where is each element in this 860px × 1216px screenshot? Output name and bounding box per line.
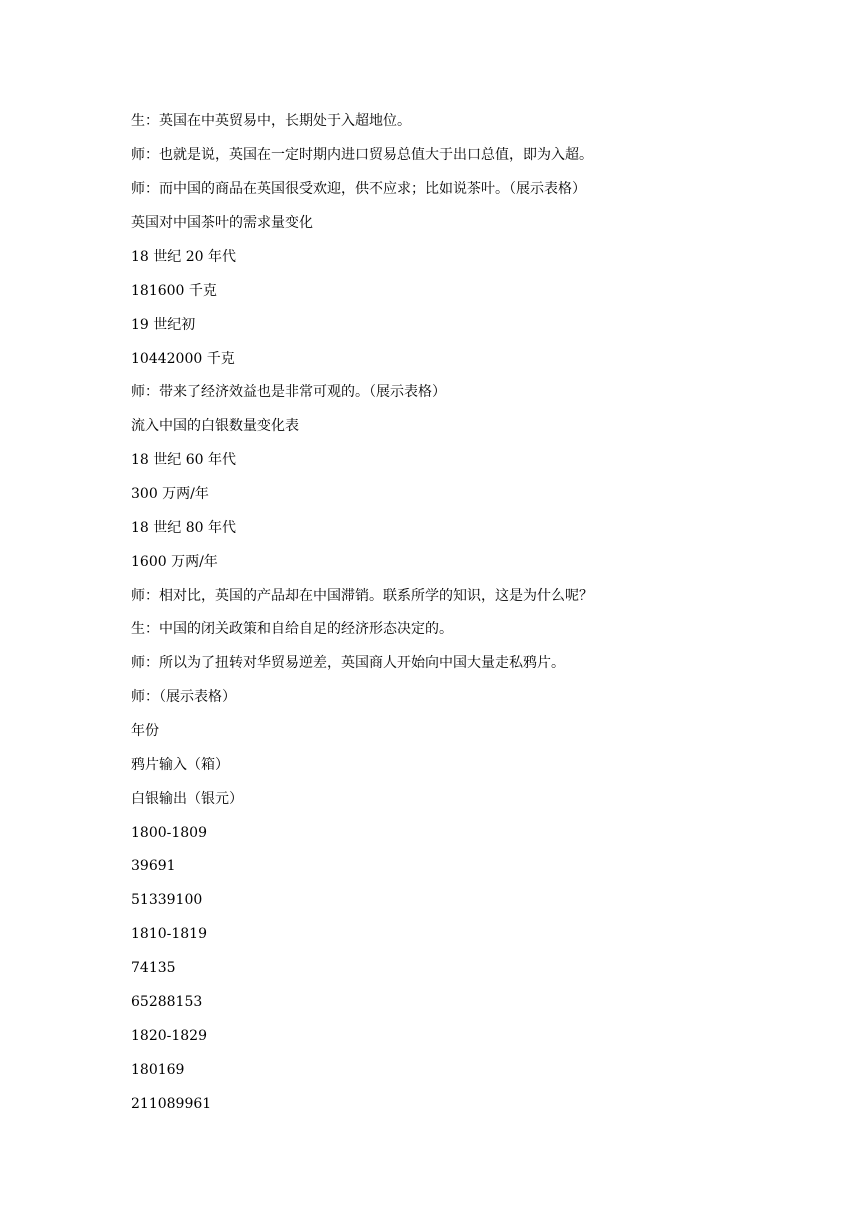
table-cell-period: 18 世纪 60 年代	[131, 452, 236, 468]
table-cell-value: 181600 千克	[131, 283, 217, 299]
table-cell-period: 18 世纪 80 年代	[131, 520, 236, 536]
table-cell-year: 1820-1829	[131, 1028, 207, 1044]
dialogue-line-teacher-4: 师：相对比，英国的产品却在中国滞销。联系所学的知识，这是为什么呢？	[131, 588, 593, 604]
table-header-silver-export: 白银输出（银元）	[131, 791, 243, 807]
table-cell-period: 19 世纪初	[131, 317, 196, 333]
table-cell-opium: 74135	[131, 960, 176, 976]
table-cell-silver: 211089961	[131, 1096, 212, 1112]
table-header-year: 年份	[131, 723, 159, 739]
table-cell-value: 300 万两/年	[131, 486, 209, 502]
table-title-silver-inflow: 流入中国的白银数量变化表	[131, 418, 299, 434]
dialogue-line-teacher-3: 师：带来了经济效益也是非常可观的。（展示表格）	[131, 384, 446, 400]
table-header-opium-import: 鸦片输入（箱）	[131, 757, 229, 773]
table-cell-period: 18 世纪 20 年代	[131, 249, 236, 265]
dialogue-line-teacher-2: 师：而中国的商品在英国很受欢迎，供不应求；比如说茶叶。（展示表格）	[131, 181, 586, 197]
dialogue-line-student-2: 生：中国的闭关政策和自给自足的经济形态决定的。	[131, 621, 453, 637]
table-cell-opium: 180169	[131, 1062, 185, 1078]
dialogue-line-teacher-6: 师：（展示表格）	[131, 689, 236, 705]
dialogue-line-student-1: 生：英国在中英贸易中，长期处于入超地位。	[131, 113, 411, 129]
table-cell-year: 1800-1809	[131, 825, 207, 841]
table-cell-value: 10442000 千克	[131, 351, 235, 367]
dialogue-line-teacher-5: 师：所以为了扭转对华贸易逆差，英国商人开始向中国大量走私鸦片。	[131, 655, 565, 671]
dialogue-line-teacher-1: 师：也就是说，英国在一定时期内进口贸易总值大于出口总值，即为入超。	[131, 147, 593, 163]
table-cell-value: 1600 万两/年	[131, 554, 218, 570]
table-cell-year: 1810-1819	[131, 926, 207, 942]
table-cell-silver: 65288153	[131, 994, 203, 1010]
table-cell-opium: 39691	[131, 858, 176, 874]
table-cell-silver: 51339100	[131, 892, 203, 908]
table-title-tea-demand: 英国对中国茶叶的需求量变化	[131, 215, 313, 231]
